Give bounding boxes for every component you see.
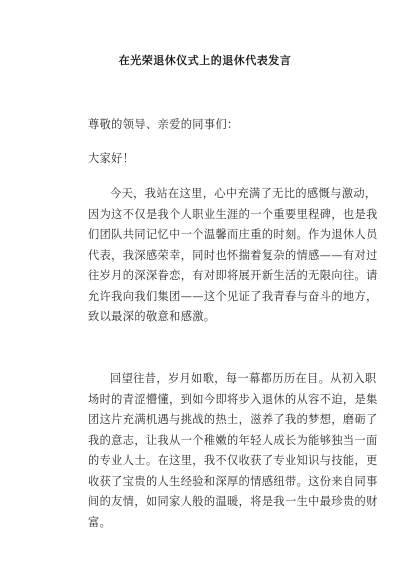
paragraph-line: 们团队共同记忆中一个温馨而庄重的时刻。作为退休人员 <box>88 228 378 241</box>
paragraph-line: 代表，我深感荣幸，同时也怀揣着复杂的情感——有对过 <box>88 248 378 262</box>
paragraph-line: 团这片充满机遇与挑战的热土，滋养了我的梦想，磨砺了 <box>88 413 378 426</box>
paragraph-1 <box>88 184 378 328</box>
paragraph-line: 间的友情，如同家人般的温暖，将是我一生中最珍贵的财 <box>88 495 378 508</box>
paragraph-line: 场时的青涩懵懂，到如今即将步入退休的从容不迫，是集 <box>88 392 378 406</box>
paragraph-line: 的专业人士。在这里，我不仅收获了专业知识与技能，更 <box>88 454 378 467</box>
paragraph-line: 回望往昔，岁月如歌，每一幕都历历在目。从初入职 <box>110 372 377 385</box>
paragraph-line: 允许我向我们集团——这个见证了我青春与奋斗的地方， <box>88 289 378 303</box>
paragraph-line: 今天，我站在这里，心中充满了无比的感慨与激动， <box>110 187 377 200</box>
paragraph-line: 因为这不仅是我个人职业生涯的一个重要里程碑，也是我 <box>88 207 378 221</box>
salutation-text: 尊敬的领导、亲爱的同事们： <box>88 118 239 131</box>
greeting-text: 大家好！ <box>88 152 135 165</box>
paragraph-line: 往岁月的深深眷恋，有对即将展开新生活的无限向往。请 <box>88 269 378 282</box>
document-title: 在光荣退休仪式上的退休代表发言 <box>118 54 292 67</box>
paragraph-line: 收获了宝贵的人生经验和深厚的情感纽带。这份来自同事 <box>88 474 378 488</box>
paragraph-line: 我的意志，让我从一个稚嫩的年轻人成长为能够独当一面 <box>88 433 378 447</box>
paragraph-line: 致以最深的敬意和感激。 <box>88 310 216 323</box>
paragraph-2 <box>88 369 378 533</box>
paragraph-line: 富。 <box>88 515 112 529</box>
